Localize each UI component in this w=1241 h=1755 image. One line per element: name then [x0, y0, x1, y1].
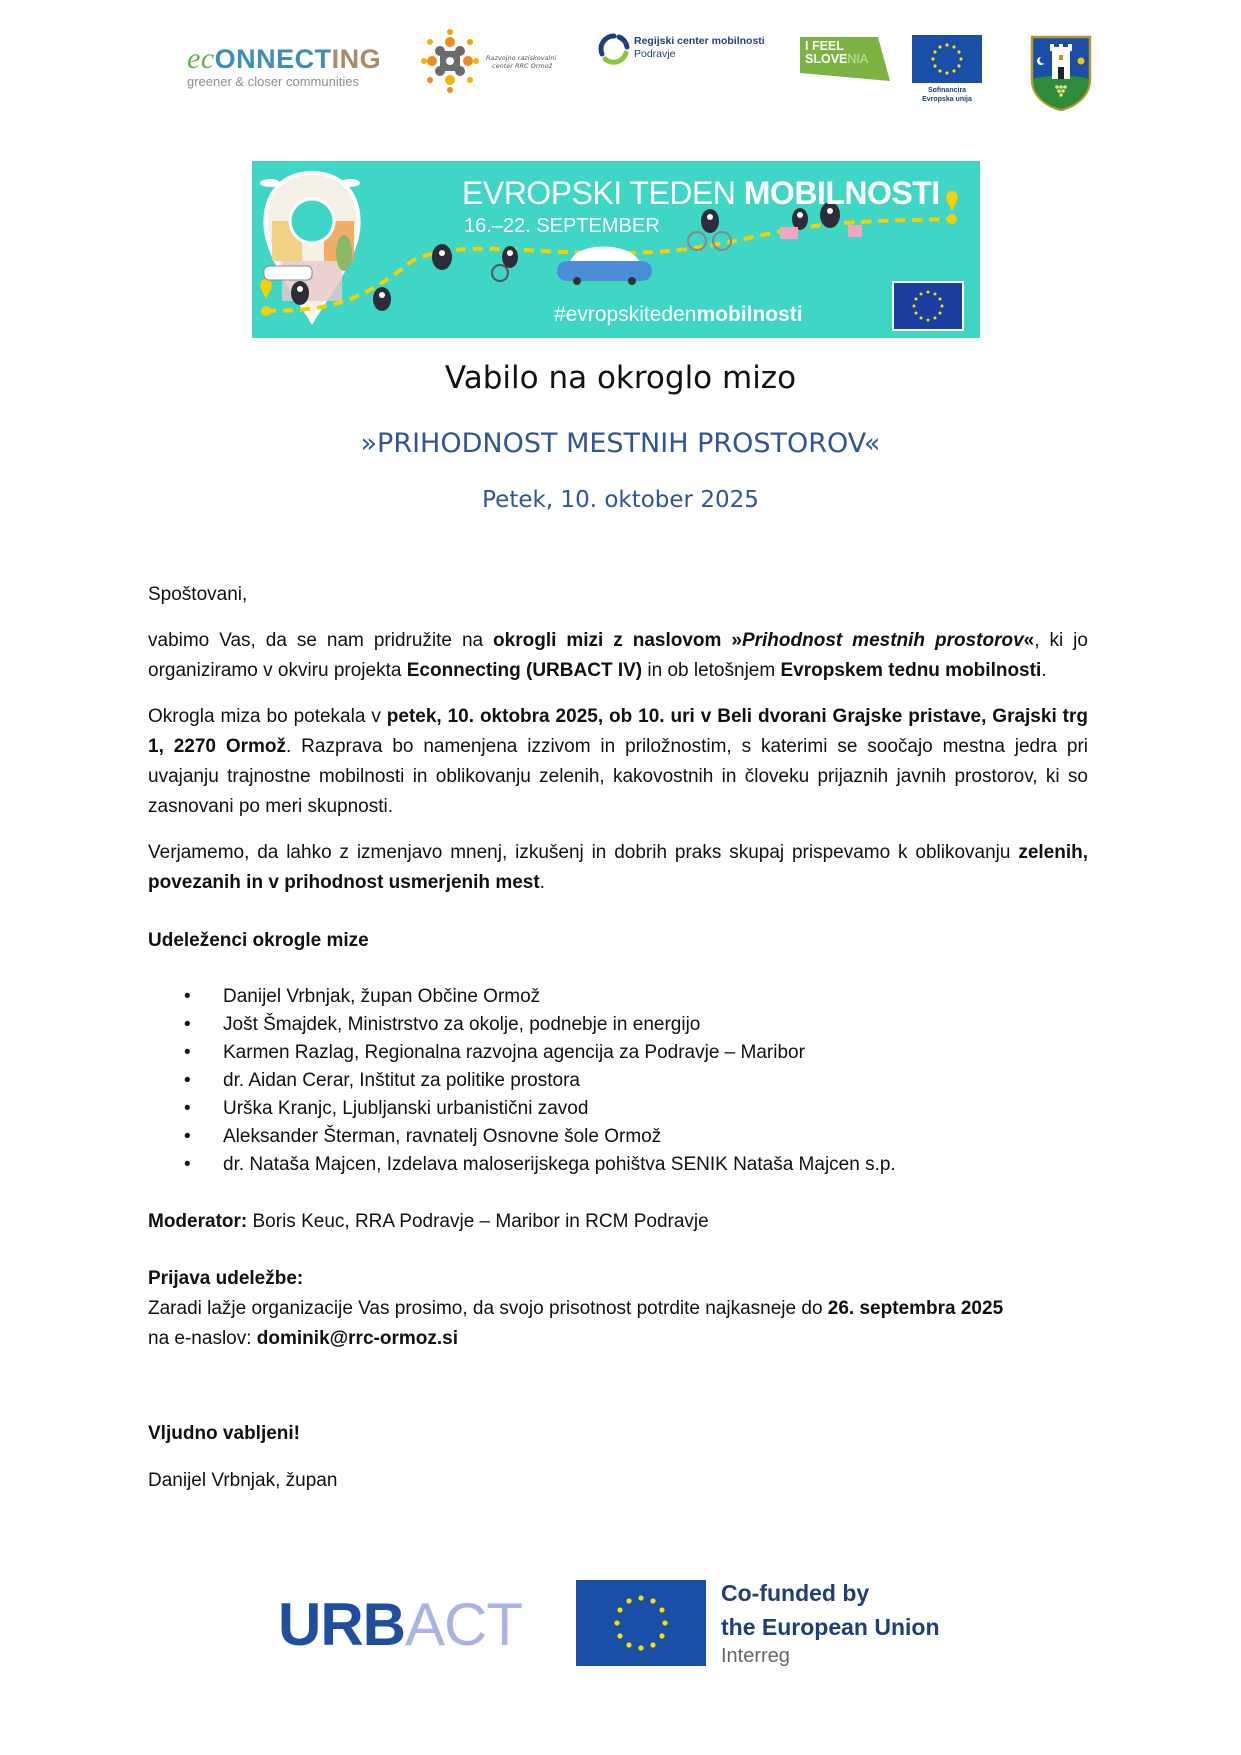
paragraph-belief: Verjamemo, da lahko z izmenjavo mnenj, izkušenj in dobrih praks skupaj prispevamo k oblikovanju zelenih, povezanih in v prihodnost usmerjenih mest.	[148, 842, 1088, 893]
paragraph-details: Okrogla miza bo potekala v petek, 10. oktobra 2025, ob 10. uri v Beli dvorani Grajske pristave, Grajski trg 1, 2270 Ormož. Razprava bo namenjena izzivom in priložnostim, s katerimi se soočajo mestna jedra pri uvajanju trajnostne mobilnosti in oblikovanju zelenih, kakovostnih in človeku prijaznih javnih prostorov, ki so zasnovani po meri skupnosti.	[148, 706, 1088, 817]
signature: Danijel Vrbnjak, župan	[148, 1470, 338, 1491]
banner-hashtag: #evropskitedenmobilnosti	[554, 303, 803, 326]
cofunded-eu-text: Co-funded by the European Union	[721, 1580, 940, 1640]
participants-heading: Udeleženci okrogle mize	[148, 930, 369, 951]
econnecting-tagline: greener & closer communities	[187, 74, 359, 89]
econnecting-wordmark: ecONNECTING	[187, 42, 382, 75]
rrc-text: Razvojno raziskovalni center RRC Ormož	[486, 54, 557, 70]
list-item: • Danijel Vrbnjak, župan Občine Ormož	[148, 983, 1088, 1011]
i-feel-slovenia-logo: I FEEL SLOVENIA	[800, 37, 890, 83]
banner-eu-flag-icon	[892, 281, 964, 331]
eu-cofinanced-logo: Sofinancira Evropska unija	[912, 35, 982, 110]
participants-list	[148, 983, 1088, 1179]
rcm-ring-icon	[598, 33, 630, 65]
registration-heading: Prijava udeležbe:	[148, 1268, 304, 1289]
banner-dates: 16.–22. SEPTEMBER	[464, 215, 660, 237]
list-item: • Karmen Razlag, Regionalna razvojna agencija za Podravje – Maribor	[148, 1039, 1088, 1067]
moderator-line: Moderator: Boris Keuc, RRA Podravje – Maribor in RCM Podravje	[148, 1211, 709, 1232]
eu-flag-icon	[912, 35, 982, 83]
econnecting-logo	[187, 44, 387, 96]
urbact-logo: URBACT	[278, 1591, 522, 1658]
ormoz-crest-icon	[1030, 35, 1092, 111]
page-title: Vabilo na okroglo mizo	[444, 360, 797, 396]
rrc-ormoz-logo	[418, 28, 568, 96]
rcm-podravje-logo: Regijski center mobilnosti Podravje	[598, 33, 783, 67]
greeting: Spoštovani,	[148, 584, 248, 605]
banner-title: EVROPSKI TEDEN MOBILNOSTI	[462, 175, 940, 211]
rrc-asterisk-icon	[418, 28, 482, 94]
event-date: Petek, 10. oktober 2025	[482, 487, 759, 513]
eu-flag-icon	[576, 1580, 706, 1666]
list-item: • dr. Aidan Cerar, Inštitut za politike prostora	[148, 1067, 1088, 1095]
paragraph-invitation: vabimo Vas, da se nam pridružite na okrogli mizi z naslovom »Prihodnost mestnih prostorov«, ki jo organiziramo v okviru projekta Econnecting (URBACT IV) in ob letošnjem Evropskem tednu mobilnosti.	[148, 630, 1088, 681]
registration-email-link[interactable]: dominik@rrc-ormoz.si	[256, 1328, 458, 1349]
list-item: • Urška Kranjc, Ljubljanski urbanistični zavod	[148, 1095, 1088, 1123]
list-item: • Jošt Šmajdek, Ministrstvo za okolje, podnebje in energijo	[148, 1011, 1088, 1039]
registration-text: Zaradi lažje organizacije Vas prosimo, da svojo prisotnost potrdite najkasneje do 26. septembra 2025 na e-naslov: dominik@rrc-ormoz.si	[148, 1298, 1004, 1349]
list-item: • Aleksander Šterman, ravnatelj Osnovne šole Ormož	[148, 1123, 1088, 1151]
event-subtitle: »PRIHODNOST MESTNIH PROSTOROV«	[360, 428, 881, 459]
closing: Vljudno vabljeni!	[148, 1423, 301, 1444]
interreg-label: Interreg	[721, 1645, 790, 1667]
list-item: • dr. Nataša Majcen, Izdelava maloserijskega pohištva SENIK Nataša Majcen s.p.	[148, 1151, 1088, 1179]
mobility-week-banner	[252, 161, 980, 338]
